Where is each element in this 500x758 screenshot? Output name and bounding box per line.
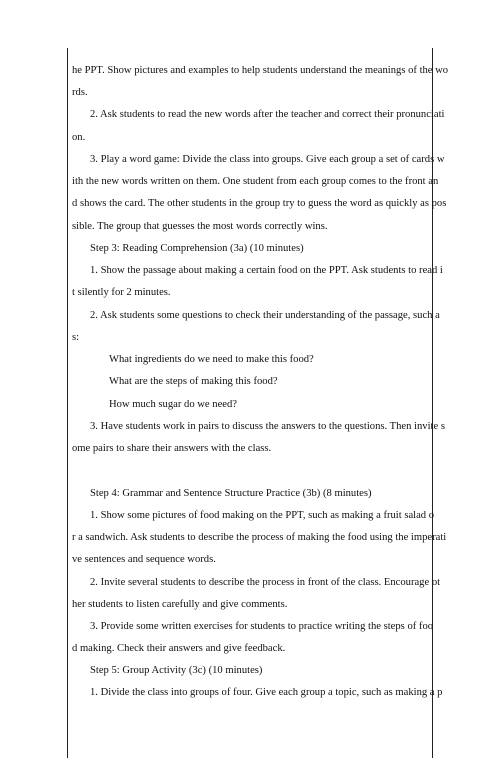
text-line: 3. Provide some written exercises for students to practice writing the steps of foo (90, 621, 434, 632)
text-line: 3. Have students work in pairs to discuss the answers to the questions. Then invite s (90, 421, 445, 432)
text-line: 3. Play a word game: Divide the class into groups. Give each group a set of cards w (90, 154, 445, 165)
text-line: her students to listen carefully and give comments. (72, 599, 288, 610)
question-line: What are the steps of making this food? (109, 376, 278, 387)
text-line: t silently for 2 minutes. (72, 287, 171, 298)
text-line: he PPT. Show pictures and examples to help students understand the meanings of the wo (72, 65, 449, 76)
text-line: 1. Show the passage about making a certain food on the PPT. Ask students to read i (90, 265, 443, 276)
text-line: d shows the card. The other students in the group try to guess the word as quickly as pos (72, 198, 447, 209)
text-line: 2. Invite several students to describe the process in front of the class. Encourage ot (90, 577, 441, 588)
text-line: 1. Show some pictures of food making on the PPT, such as making a fruit salad o (90, 510, 435, 521)
text-line: d making. Check their answers and give feedback. (72, 643, 286, 654)
text-line: rds. (72, 87, 88, 98)
text-line: 1. Divide the class into groups of four. Give each group a topic, such as making a p (90, 687, 443, 698)
question-line: What ingredients do we need to make this food? (109, 354, 314, 365)
text-line: sible. The group that guesses the most words correctly wins. (72, 221, 328, 232)
text-line: ome pairs to share their answers with the class. (72, 443, 272, 454)
text-line: 2. Ask students some questions to check their understanding of the passage, such a (90, 310, 440, 321)
step-heading: Step 5: Group Activity (3c) (10 minutes) (90, 665, 263, 676)
text-line: ith the new words written on them. One student from each group comes to the front an (72, 176, 439, 187)
text-line: r a sandwich. Ask students to describe the process of making the food using the imperati (72, 532, 447, 543)
text-line: on. (72, 132, 86, 143)
text-line: ve sentences and sequence words. (72, 554, 216, 565)
question-line: How much sugar do we need? (109, 399, 237, 410)
step-heading: Step 4: Grammar and Sentence Structure Practice (3b) (8 minutes) (90, 488, 372, 499)
text-line: s: (72, 332, 80, 343)
step-heading: Step 3: Reading Comprehension (3a) (10 minutes) (90, 243, 304, 254)
text-line: 2. Ask students to read the new words after the teacher and correct their pronunciati (90, 109, 445, 120)
